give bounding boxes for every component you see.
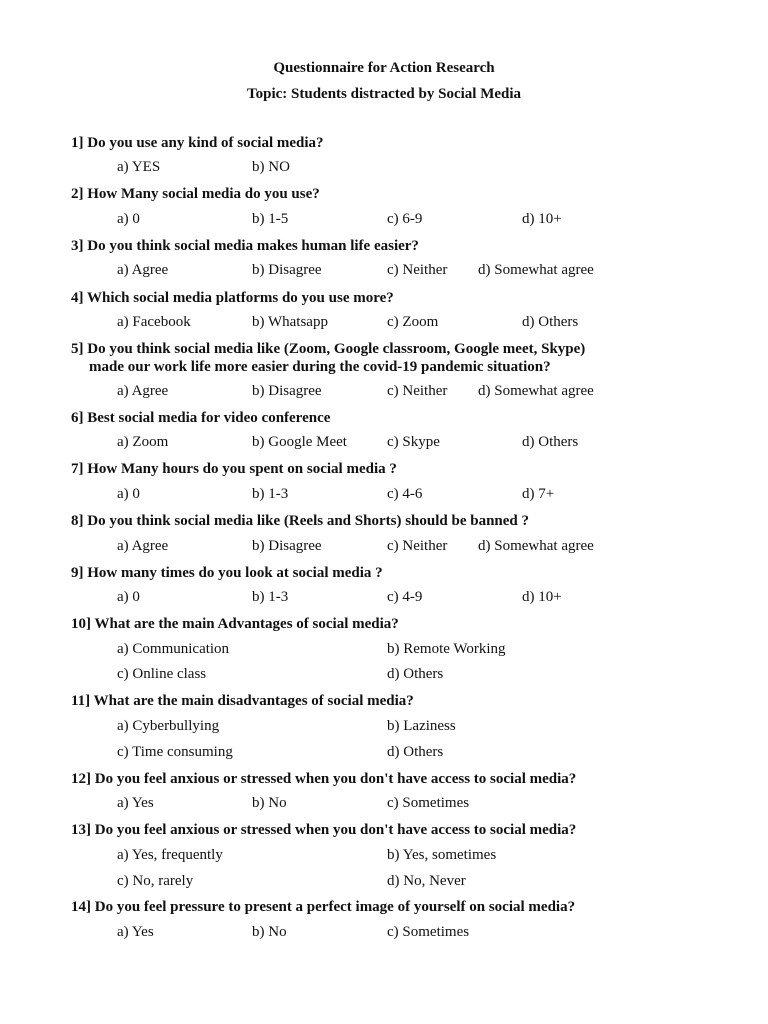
option-3d[interactable]: d) Somewhat agree xyxy=(478,262,594,278)
option-6a[interactable]: a) Zoom xyxy=(117,434,169,450)
option-2a[interactable]: a) 0 xyxy=(117,211,140,227)
question-10: 10] What are the main Advantages of social media? xyxy=(71,616,399,632)
option-14a[interactable]: a) Yes xyxy=(117,924,154,940)
question-2: 2] How Many social media do you use? xyxy=(71,186,320,202)
question-8: 8] Do you think social media like (Reels and Shorts) should be banned ? xyxy=(71,513,529,529)
option-6b[interactable]: b) Google Meet xyxy=(252,434,347,450)
option-4a[interactable]: a) Facebook xyxy=(117,314,191,330)
option-1b[interactable]: b) NO xyxy=(252,159,290,175)
option-8a[interactable]: a) Agree xyxy=(117,538,169,554)
question-14: 14] Do you feel pressure to present a perfect image of yourself on social media? xyxy=(71,899,576,915)
option-9c[interactable]: c) 4-9 xyxy=(387,589,423,605)
option-7d[interactable]: d) 7+ xyxy=(522,486,555,502)
option-5a[interactable]: a) Agree xyxy=(117,383,169,399)
option-10c[interactable]: c) Online class xyxy=(117,666,207,682)
option-6c[interactable]: c) Skype xyxy=(387,434,440,450)
document-title: Questionnaire for Action Research xyxy=(273,60,495,76)
question-5-line-1: 5] Do you think social media like (Zoom, Google classroom, Google meet, Skype) xyxy=(71,341,586,357)
option-1a[interactable]: a) YES xyxy=(117,159,161,175)
option-13c[interactable]: c) No, rarely xyxy=(117,873,194,889)
option-12b[interactable]: b) No xyxy=(252,795,287,811)
option-13a[interactable]: a) Yes, frequently xyxy=(117,847,223,863)
option-3c[interactable]: c) Neither xyxy=(387,262,448,278)
option-14c[interactable]: c) Sometimes xyxy=(387,924,470,940)
option-2d[interactable]: d) 10+ xyxy=(522,211,562,227)
option-10a[interactable]: a) Communication xyxy=(117,641,230,657)
question-3: 3] Do you think social media makes human life easier? xyxy=(71,238,419,254)
option-5b[interactable]: b) Disagree xyxy=(252,383,322,399)
question-7: 7] How Many hours do you spent on social media ? xyxy=(71,461,397,477)
question-1: 1] Do you use any kind of social media? xyxy=(71,135,324,151)
option-6d[interactable]: d) Others xyxy=(522,434,579,450)
option-10b[interactable]: b) Remote Working xyxy=(387,641,506,657)
option-11b[interactable]: b) Laziness xyxy=(387,718,456,734)
option-12a[interactable]: a) Yes xyxy=(117,795,154,811)
option-3a[interactable]: a) Agree xyxy=(117,262,169,278)
option-13b[interactable]: b) Yes, sometimes xyxy=(387,847,497,863)
option-2b[interactable]: b) 1-5 xyxy=(252,211,289,227)
option-5d[interactable]: d) Somewhat agree xyxy=(478,383,594,399)
option-7c[interactable]: c) 4-6 xyxy=(387,486,423,502)
question-12: 12] Do you feel anxious or stressed when you don't have access to social media? xyxy=(71,771,577,787)
option-11a[interactable]: a) Cyberbullying xyxy=(117,718,220,734)
option-4b[interactable]: b) Whatsapp xyxy=(252,314,328,330)
option-2c[interactable]: c) 6-9 xyxy=(387,211,423,227)
question-5 xyxy=(71,340,585,376)
option-4c[interactable]: c) Zoom xyxy=(387,314,439,330)
question-6: 6] Best social media for video conference xyxy=(71,410,331,426)
option-12c[interactable]: c) Sometimes xyxy=(387,795,470,811)
option-9d[interactable]: d) 10+ xyxy=(522,589,562,605)
option-9b[interactable]: b) 1-3 xyxy=(252,589,289,605)
question-11: 11] What are the main disadvantages of social media? xyxy=(71,693,414,709)
question-4: 4] Which social media platforms do you use more? xyxy=(71,290,394,306)
option-14b[interactable]: b) No xyxy=(252,924,287,940)
option-13d[interactable]: d) No, Never xyxy=(387,873,466,889)
option-4d[interactable]: d) Others xyxy=(522,314,579,330)
option-11d[interactable]: d) Others xyxy=(387,744,444,760)
option-3b[interactable]: b) Disagree xyxy=(252,262,322,278)
option-11c[interactable]: c) Time consuming xyxy=(117,744,233,760)
option-5c[interactable]: c) Neither xyxy=(387,383,448,399)
option-10d[interactable]: d) Others xyxy=(387,666,444,682)
option-9a[interactable]: a) 0 xyxy=(117,589,140,605)
option-8b[interactable]: b) Disagree xyxy=(252,538,322,554)
question-5-line-2: made our work life more easier during the covid-19 pandemic situation? xyxy=(89,359,551,375)
option-7b[interactable]: b) 1-3 xyxy=(252,486,289,502)
option-8d[interactable]: d) Somewhat agree xyxy=(478,538,594,554)
question-13: 13] Do you feel anxious or stressed when you don't have access to social media? xyxy=(71,822,577,838)
option-7a[interactable]: a) 0 xyxy=(117,486,140,502)
question-9: 9] How many times do you look at social media ? xyxy=(71,565,383,581)
document-topic: Topic: Students distracted by Social Media xyxy=(246,86,522,102)
option-8c[interactable]: c) Neither xyxy=(387,538,448,554)
